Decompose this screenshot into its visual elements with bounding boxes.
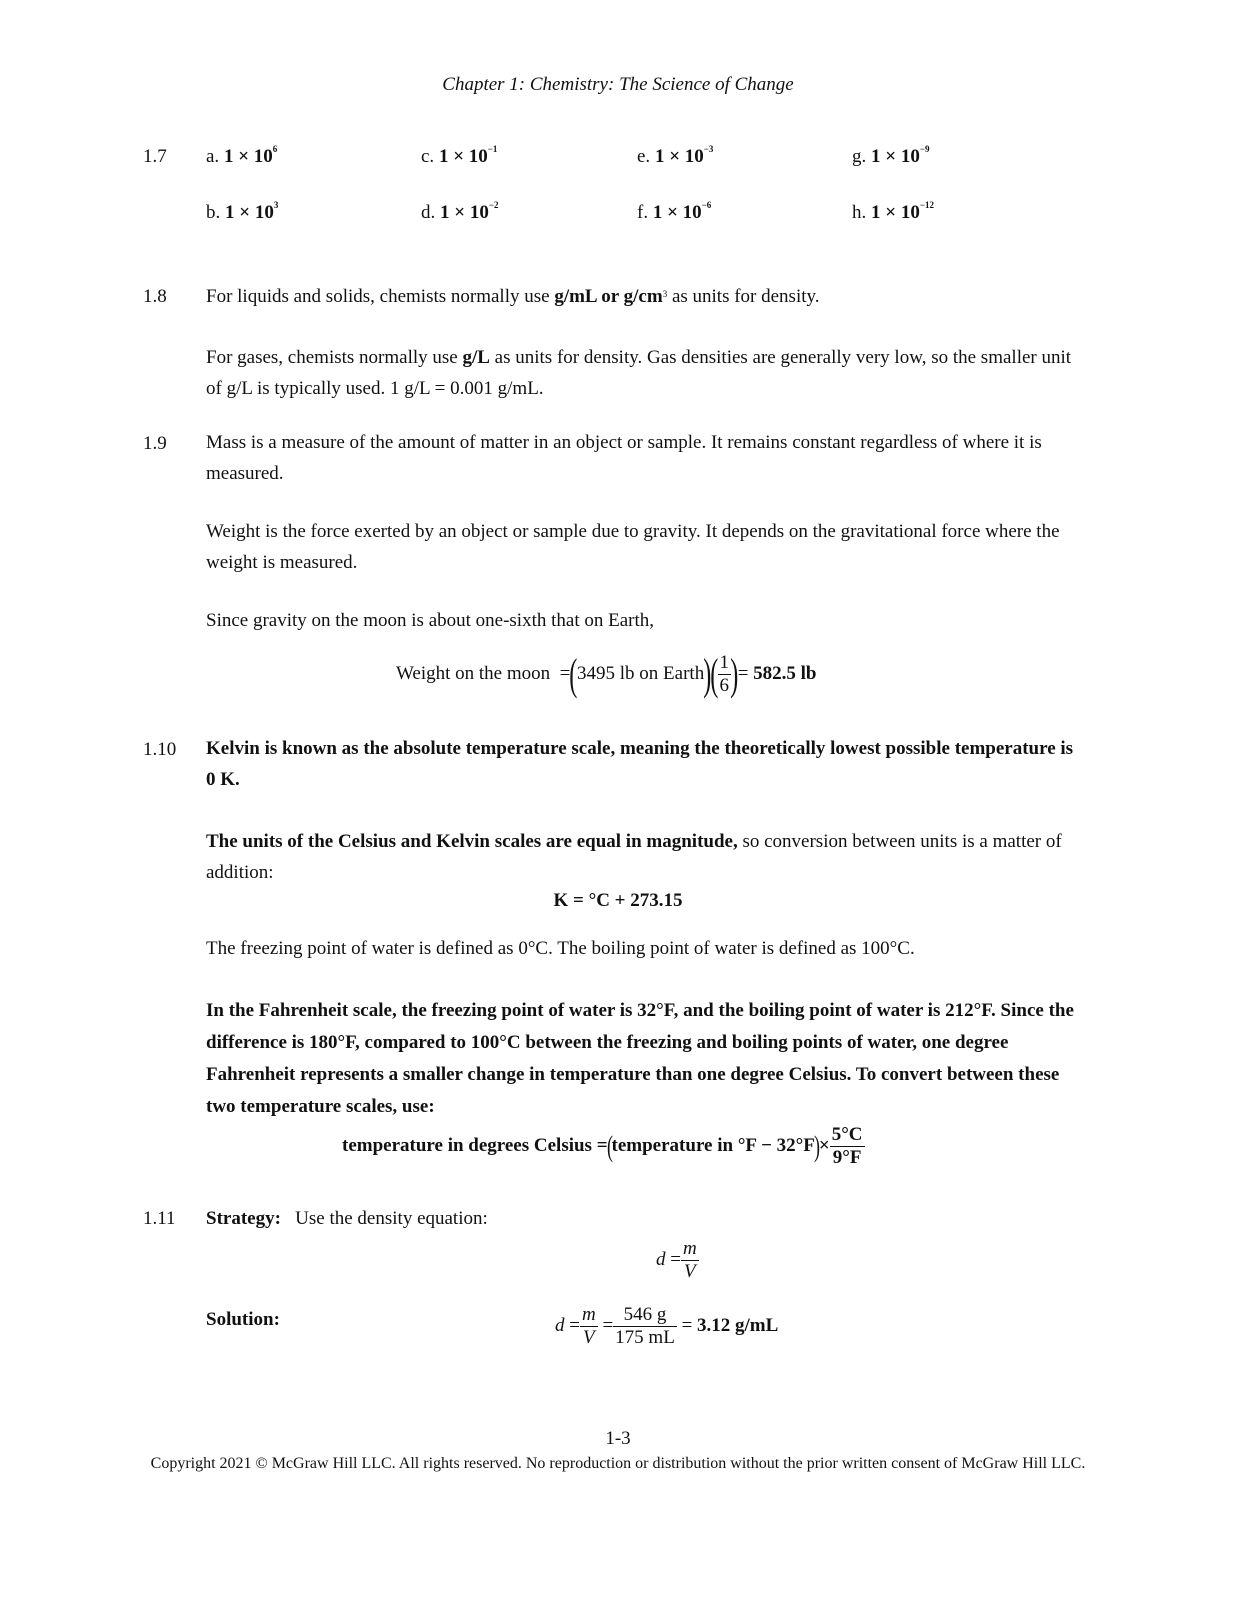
paragraph: Kelvin is known as the absolute temperature scale, meaning the theoretically lowest possible temperature is 0 K.: [206, 738, 1074, 790]
answer-item-f: f. $1 \times 10^{-6}$: [637, 200, 712, 223]
problem-number: 1.10: [143, 739, 177, 760]
equation-kelvin: K = °C + 273.15: [553, 890, 683, 911]
solution-label: Solution:: [206, 1309, 280, 1330]
answer-item-b: b. $1 \times 10^3$: [206, 200, 279, 223]
answer-item-a: a. $1 \times 10^6$: [206, 144, 278, 167]
paragraph: Weight is the force exerted by an object or sample due to gravity. It depends on the gravitational force where the weight is measured.: [206, 521, 1060, 573]
answer-item-g: g. $1 \times 10^{-9}$: [852, 144, 930, 167]
paragraph: For liquids and solids, chemists normally use g/mL or $g/cm^3$ as units for density.: [206, 286, 820, 307]
problem-number: 1.11: [143, 1208, 176, 1229]
strategy-line: Strategy: Use the density equation:: [206, 1208, 488, 1229]
equation-density: d = $\frac{m}{V}$: [656, 1238, 697, 1282]
problem-number: 1.9: [143, 433, 167, 454]
page-number: 1-3: [605, 1428, 631, 1449]
paragraph: Since gravity on the moon is about one-sixth that on Earth,: [206, 610, 655, 631]
problem-number: 1.8: [143, 286, 167, 307]
answer-item-h: h. $1 \times 10^{-12}$: [852, 200, 934, 223]
equation-solution: d = $\frac{m}{V}$ = $\frac{546 g}{175 mL}$ = 3.12 g/mL: [555, 1304, 779, 1348]
equation-moon-weight: Weight on the moon =(3495 lb on Earth)( $\frac{1}{6}$ )= 582.5 lb: [396, 649, 817, 699]
paragraph: In the Fahrenheit scale, the freezing point of water is 32°F, and the boiling point of water is 212°F. Since the difference is 180°F, compared to 100°C between the freezing and boiling points of water, one degree Fahrenheit represents a smaller change in temperature than one degree Celsius. To convert between these two temperature scales, use:: [206, 1000, 1074, 1117]
paragraph: For gases, chemists normally use g/L as units for density. Gas densities are generally very low, so the smaller unit of g/L is typically used. 1 g/L = 0.001 g/mL.: [206, 347, 1072, 399]
paragraph: The freezing point of water is defined as 0°C. The boiling point of water is defined as 100°C.: [206, 938, 915, 959]
equation-celsius: temperature in degrees Celsius =(temperature in °F − 32°F)× $\frac{5^\circ C}{9^\circ F}$: [342, 1124, 863, 1168]
answer-item-c: c. $1 \times 10^{-1}$: [421, 144, 498, 167]
paragraph: Mass is a measure of the amount of matter in an object or sample. It remains constant regardless of where it is measured.: [206, 432, 1042, 484]
paragraph: The units of the Celsius and Kelvin scales are equal in magnitude, so conversion between units is a matter of addition:: [206, 831, 1062, 883]
problem-number: 1.7: [143, 146, 167, 167]
answer-item-d: d. $1 \times 10^{-2}$: [421, 200, 499, 223]
copyright-notice: Copyright 2021 © McGraw Hill LLC. All rights reserved. No reproduction or distribution without the prior written consent of McGraw Hill LLC.: [150, 1455, 1086, 1472]
answer-item-e: e. $1 \times 10^{-3}$: [637, 144, 714, 167]
running-head: Chapter 1: Chemistry: The Science of Change: [442, 74, 794, 95]
